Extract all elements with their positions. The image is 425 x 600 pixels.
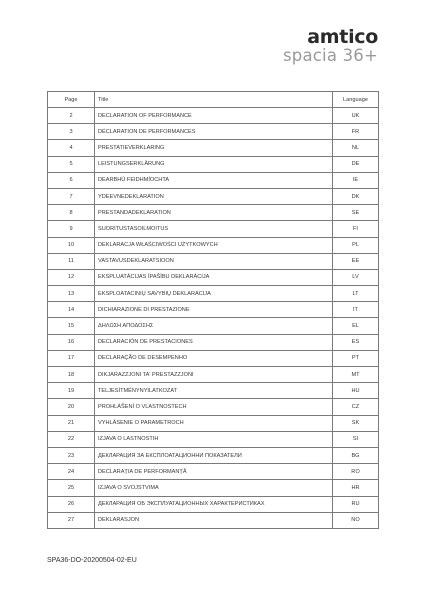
title-cell: DECLARAÇÃO DE DESEMPENHO bbox=[95, 350, 333, 366]
language-cell: DK bbox=[333, 188, 379, 204]
table-row bbox=[48, 512, 379, 528]
language-cell: LV bbox=[333, 269, 379, 285]
page-number-cell: 21 bbox=[48, 415, 95, 431]
title-cell: DICHIARAZIONE DI PRESTAZIONE bbox=[95, 302, 333, 318]
table-row bbox=[48, 415, 379, 431]
page-number-cell: 8 bbox=[48, 205, 95, 221]
page-number-cell: 19 bbox=[48, 383, 95, 399]
language-cell: NO bbox=[333, 512, 379, 528]
table-row bbox=[48, 302, 379, 318]
title-cell: YDEEVNEDEKLARATION bbox=[95, 188, 333, 204]
page-number-cell: 17 bbox=[48, 350, 95, 366]
title-cell: TELJESÍTMÉNYNYILATKOZAT bbox=[95, 383, 333, 399]
page-number-cell: 2 bbox=[48, 108, 95, 124]
table-row bbox=[48, 431, 379, 447]
language-cell: IT bbox=[333, 302, 379, 318]
language-cell: SI bbox=[333, 431, 379, 447]
title-cell: IZJAVA O SVOJSTVIMA bbox=[95, 480, 333, 496]
table-row bbox=[48, 205, 379, 221]
language-cell: EE bbox=[333, 253, 379, 269]
declarations-table bbox=[47, 91, 379, 529]
language-cell: RU bbox=[333, 496, 379, 512]
table-body bbox=[48, 108, 379, 529]
table-row bbox=[48, 383, 379, 399]
page-number-cell: 24 bbox=[48, 464, 95, 480]
page-number-cell: 15 bbox=[48, 318, 95, 334]
language-cell: SK bbox=[333, 415, 379, 431]
language-cell: CZ bbox=[333, 399, 379, 415]
page-number-cell: 3 bbox=[48, 124, 95, 140]
page-number-cell: 9 bbox=[48, 221, 95, 237]
title-cell: PRESTATIEVERKLARING bbox=[95, 140, 333, 156]
page-number-cell: 14 bbox=[48, 302, 95, 318]
title-cell: PROHLÁŠENÍ O VLASTNOSTECH bbox=[95, 399, 333, 415]
table-row bbox=[48, 447, 379, 463]
title-cell: DEKLARASJON bbox=[95, 512, 333, 528]
page-number-cell: 23 bbox=[48, 447, 95, 463]
language-cell: IE bbox=[333, 172, 379, 188]
title-cell: DEKLARACJA WŁAŚCIWOŚCI UŻYTKOWYCH bbox=[95, 237, 333, 253]
document-code: SPA36-DO-20200504-02-EU bbox=[47, 557, 137, 564]
language-cell: RO bbox=[333, 464, 379, 480]
page-number-cell: 16 bbox=[48, 334, 95, 350]
table-row bbox=[48, 350, 379, 366]
table-row bbox=[48, 253, 379, 269]
language-cell: PL bbox=[333, 237, 379, 253]
title-cell: IZJAVA O LASTNOSTIH bbox=[95, 431, 333, 447]
page-number-cell: 10 bbox=[48, 237, 95, 253]
title-cell: SUORITUSTASOILMOITUS bbox=[95, 221, 333, 237]
brand-logo bbox=[283, 28, 378, 65]
page-number-cell: 6 bbox=[48, 172, 95, 188]
title-cell: ДЕКЛАРАЦИЯ ЗА ЕКСПЛОАТАЦИОННИ ПОКАЗАТЕЛИ bbox=[95, 447, 333, 463]
table-row bbox=[48, 496, 379, 512]
column-header-title: Title bbox=[95, 92, 333, 108]
title-cell: DECLARACIÓN DE PRESTACIONES bbox=[95, 334, 333, 350]
title-cell: DIKJARAZZJONI TA' PRESTAZZJONI bbox=[95, 367, 333, 383]
page-number-cell: 22 bbox=[48, 431, 95, 447]
page-number-cell: 12 bbox=[48, 269, 95, 285]
title-cell: DECLARAȚIA DE PERFORMANȚĂ bbox=[95, 464, 333, 480]
table-row bbox=[48, 286, 379, 302]
title-cell: VYHLÁSENIE O PARAMETROCH bbox=[95, 415, 333, 431]
title-cell: EKSPLUATĀCIJAS ĪPAŠĪBU DEKLARĀCIJA bbox=[95, 269, 333, 285]
language-cell: FR bbox=[333, 124, 379, 140]
table-row bbox=[48, 140, 379, 156]
language-cell: EL bbox=[333, 318, 379, 334]
title-cell: LEISTUNGSERKLÄRUNG bbox=[95, 156, 333, 172]
title-cell: PRESTANDADEKLARATION bbox=[95, 205, 333, 221]
brand-product-name: spacia 36+ bbox=[282, 46, 378, 65]
table-row bbox=[48, 318, 379, 334]
language-cell: DE bbox=[333, 156, 379, 172]
table-row bbox=[48, 156, 379, 172]
language-cell: PT bbox=[333, 350, 379, 366]
table-row bbox=[48, 480, 379, 496]
table-row bbox=[48, 367, 379, 383]
table-row bbox=[48, 221, 379, 237]
language-cell: BG bbox=[333, 447, 379, 463]
page-number-cell: 5 bbox=[48, 156, 95, 172]
table-row bbox=[48, 188, 379, 204]
language-cell: MT bbox=[333, 367, 379, 383]
page-number-cell: 27 bbox=[48, 512, 95, 528]
column-header-page: Page bbox=[48, 92, 95, 108]
language-cell: ES bbox=[333, 334, 379, 350]
page-number-cell: 20 bbox=[48, 399, 95, 415]
language-cell: HR bbox=[333, 480, 379, 496]
table-header-row bbox=[48, 92, 379, 108]
language-cell: LT bbox=[333, 286, 379, 302]
title-cell: ДЕКЛАРАЦИЯ ОБ ЭКСПЛУАТАЦИОННЫХ ХАРАКТЕРИСТИКАХ bbox=[95, 496, 333, 512]
brand-name: amtico bbox=[307, 26, 378, 48]
page-number-cell: 13 bbox=[48, 286, 95, 302]
table-row bbox=[48, 237, 379, 253]
language-cell: UK bbox=[333, 108, 379, 124]
table-row bbox=[48, 269, 379, 285]
table-row bbox=[48, 124, 379, 140]
page-number-cell: 11 bbox=[48, 253, 95, 269]
table-row bbox=[48, 464, 379, 480]
table-row bbox=[48, 172, 379, 188]
title-cell: EKSPLOATACINIŲ SAVYBIŲ DEKLARACIJA bbox=[95, 286, 333, 302]
page-number-cell: 4 bbox=[48, 140, 95, 156]
table-row bbox=[48, 399, 379, 415]
title-cell: DECLARATION OF PERFORMANCE bbox=[95, 108, 333, 124]
language-cell: FI bbox=[333, 221, 379, 237]
page-number-cell: 25 bbox=[48, 480, 95, 496]
language-cell: HU bbox=[333, 383, 379, 399]
title-cell: DEARBHÚ FEIDHMÍOCHTA bbox=[95, 172, 333, 188]
table-row bbox=[48, 334, 379, 350]
language-cell: SE bbox=[333, 205, 379, 221]
language-cell: NL bbox=[333, 140, 379, 156]
table-row bbox=[48, 108, 379, 124]
page-number-cell: 26 bbox=[48, 496, 95, 512]
title-cell: DÉCLARATION DE PERFORMANCES bbox=[95, 124, 333, 140]
page-number-cell: 18 bbox=[48, 367, 95, 383]
title-cell: ΔΗΛΩΣΗ ΑΠΟΔΟΣΗΣ bbox=[95, 318, 333, 334]
column-header-language: Language bbox=[333, 92, 379, 108]
page-number-cell: 7 bbox=[48, 188, 95, 204]
title-cell: VASTAVUSDEKLARATSIOON bbox=[95, 253, 333, 269]
